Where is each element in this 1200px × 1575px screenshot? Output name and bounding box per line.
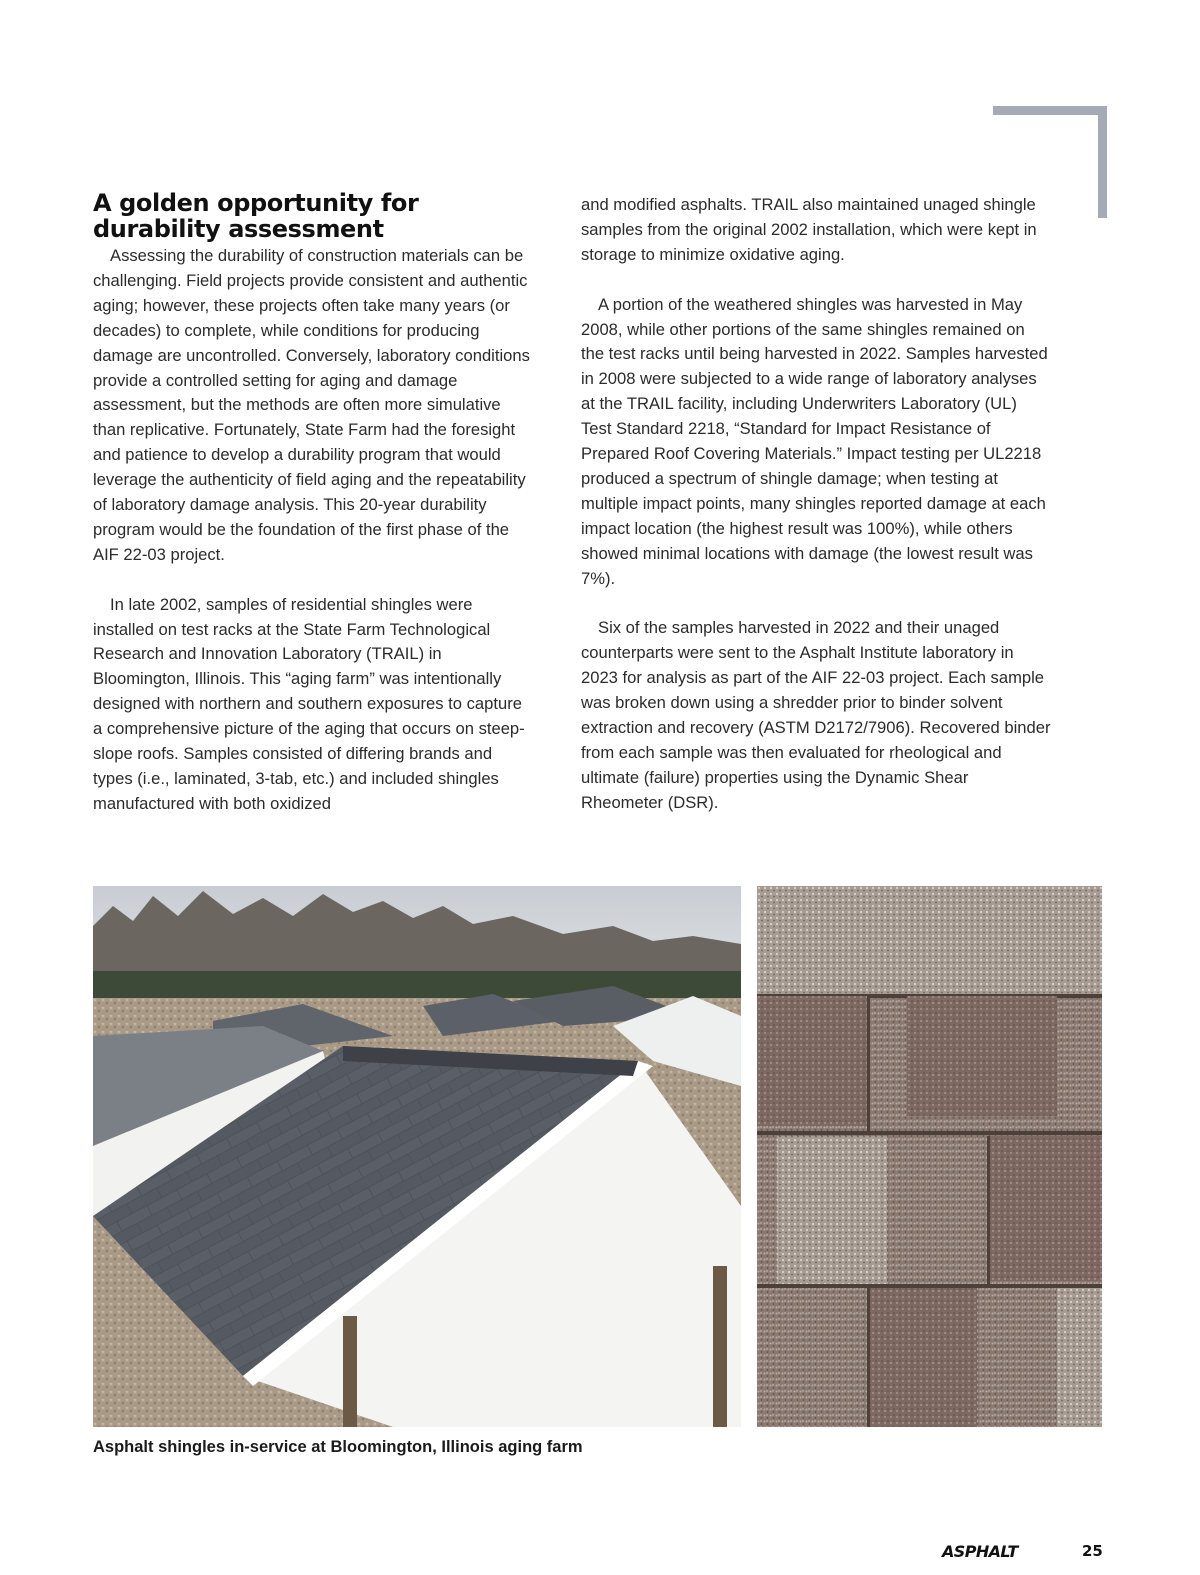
paragraph: Six of the samples harvested in 2022 and their unaged counterparts were sent to the Asphalt Institute laboratory in 2023 for analysis as part of the AIF 22-03 project. Each sample was broken down using a shredder prior to binder solvent extraction and recovery (ASTM D2172/7906). Recovered binder from each sample was then evaluated for rheological and ultimate (failure) properties using the Dynamic Shear Rheometer (DSR). [581, 618, 1051, 812]
paragraph: and modified asphalts. TRAIL also maintained unaged shingle samples from the original 2002 installation, which were kept in storage to minimize oxidative aging. [581, 195, 1037, 264]
article-column-left [93, 190, 535, 842]
article-column-right [581, 193, 1051, 841]
paragraph: In late 2002, samples of residential shingles were installed on test racks at the State Farm Technological Research and Innovation Laboratory (TRAIL) in Bloomington, Illinois. This “aging farm” was intentionally designed with northern and southern exposures to capture a comprehensive picture of the aging that occurs on steep-slope roofs. Samples consisted of differing brands and types (i.e., laminated, 3-tab, etc.) and included shingles manufactured with both oxidized [93, 594, 525, 813]
page-number: 25 [1082, 1542, 1103, 1560]
paragraph: Assessing the durability of construction materials can be challenging. Field projects provide consistent and authentic aging; however, these projects often take many years (or decades) to complete, while conditions for producing damage are uncontrolled. Conversely, laboratory conditions provide a controlled setting for aging and damage assessment, but the methods are often more simulative than replicative. Fortunately, State Farm had the foresight and patience to develop a durability program that would leverage the authenticity of field aging and the repeatability of laboratory damage analysis. This 20-year durability program would be the foundation of the first phase of the AIF 22-03 project. [93, 246, 530, 564]
shingle-closeup-photo [757, 886, 1102, 1427]
aging-farm-photo [93, 886, 741, 1427]
figure-caption: Asphalt shingles in-service at Bloomington, Illinois aging farm [93, 1438, 583, 1456]
section-heading: A golden opportunity for durability assessment [93, 189, 419, 243]
paragraph: A portion of the weathered shingles was harvested in May 2008, while other portions of the same shingles remained on the test racks until being harvested in 2022. Samples harvested in 2008 were subjected to a wide range of laboratory analyses at the TRAIL facility, including Underwriters Laboratory (UL) Test Standard 2218, “Standard for Impact Resistance of Prepared Roof Covering Materials.” Impact testing per UL2218 produced a spectrum of shingle damage; when testing at multiple impact points, many shingles reported damage at each impact location (the highest result was 100%), while others showed minimal locations with damage (the lowest result was 7%). [581, 294, 1048, 588]
magazine-logo: ASPHALT [942, 1542, 1018, 1561]
